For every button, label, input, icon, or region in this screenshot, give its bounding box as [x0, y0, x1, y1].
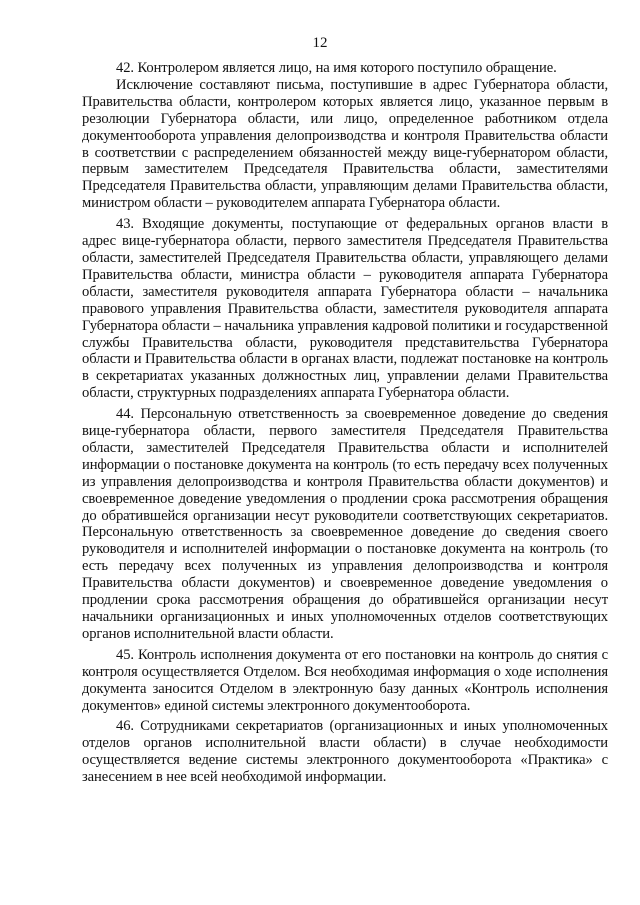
paragraph-44: 44. Персональную ответственность за своевременное доведение до сведения вице-губернатора области, первого заместителя Председателя Правительства области, заместителей Председателя Правительства области и исполнителей информации о постановке документа на контроль (то есть передачу всех полученных из управления делопроизводства и контроля Правительства области документов) и своевременное доведение уведомления о продлении срока рассмотрения обращения до обратившейся организации несут руководители соответствующих секретариатов. Персональную ответственность за своевременное доведение до сведения своего руководителя и исполнителей информации о постановке документа на контроль (то есть передачу всех полученных из управления делопроизводства и контроля Правительства области документов) и своевременное доведение уведомления о продлении срока рассмотрения обращения до обратившейся организации несут начальники организационных и иных уполномоченных отделов соответствующих органов исполнительной власти области.	[82, 406, 608, 642]
paragraph-42: 42. Контролером является лицо, на имя которого поступило обращение.	[116, 60, 557, 76]
paragraph-46: 46. Сотрудниками секретариатов (организационных и иных уполномоченных отделов органов исполнительной власти области) в случае необходимости осуществляется ведение системы электронного документооборота «Практика» с занесением в нее всей необходимой информации.	[82, 718, 608, 786]
paragraph-42-exception: Исключение составляют письма, поступившие в адрес Губернатора области, Правительства области, контролером которых является лицо, указанное первым в резолюции Губернатора области, или лицо, определенное работником отдела документооборота управления делопроизводства и контроля Правительства области в соответствии с распределением обязанностей между вице-губернатором области, первым заместителем Председателя Правительства области, заместителями Председателя Правительства области, управляющим делами Правительства области, министром области – руководителем аппарата Губернатора области.	[82, 76, 608, 212]
paragraph-45: 45. Контроль исполнения документа от его постановки на контроль до снятия с контроля осуществляется Отделом. Вся необходимая информация о ходе исполнения документа заносится Отделом в электронную базу данных «Контроль исполнения документов» единой системы электронного документооборота.	[82, 646, 608, 714]
page-number: 12	[312, 35, 328, 51]
document-body	[82, 60, 608, 786]
paragraph-43: 43. Входящие документы, поступающие от федеральных органов власти в адрес вице-губернатора области, первого заместителя Председателя Правительства области, заместителей Председателя Правительства области, управляющего делами Правительства области, министра области – руководителя аппарата Губернатора области, заместителя руководителя аппарата Губернатора области – начальника правового управления Правительства области, заместителя руководителя аппарата Губернатора области – начальника управления кадровой политики и государственной службы Правительства области, руководителя представительства Губернатора области и Правительства области в органах власти, подлежат постановке на контроль в секретариатах указанных должностных лиц, управлении делами Правительства области, структурных подразделениях аппарата Губернатора области.	[82, 216, 608, 402]
